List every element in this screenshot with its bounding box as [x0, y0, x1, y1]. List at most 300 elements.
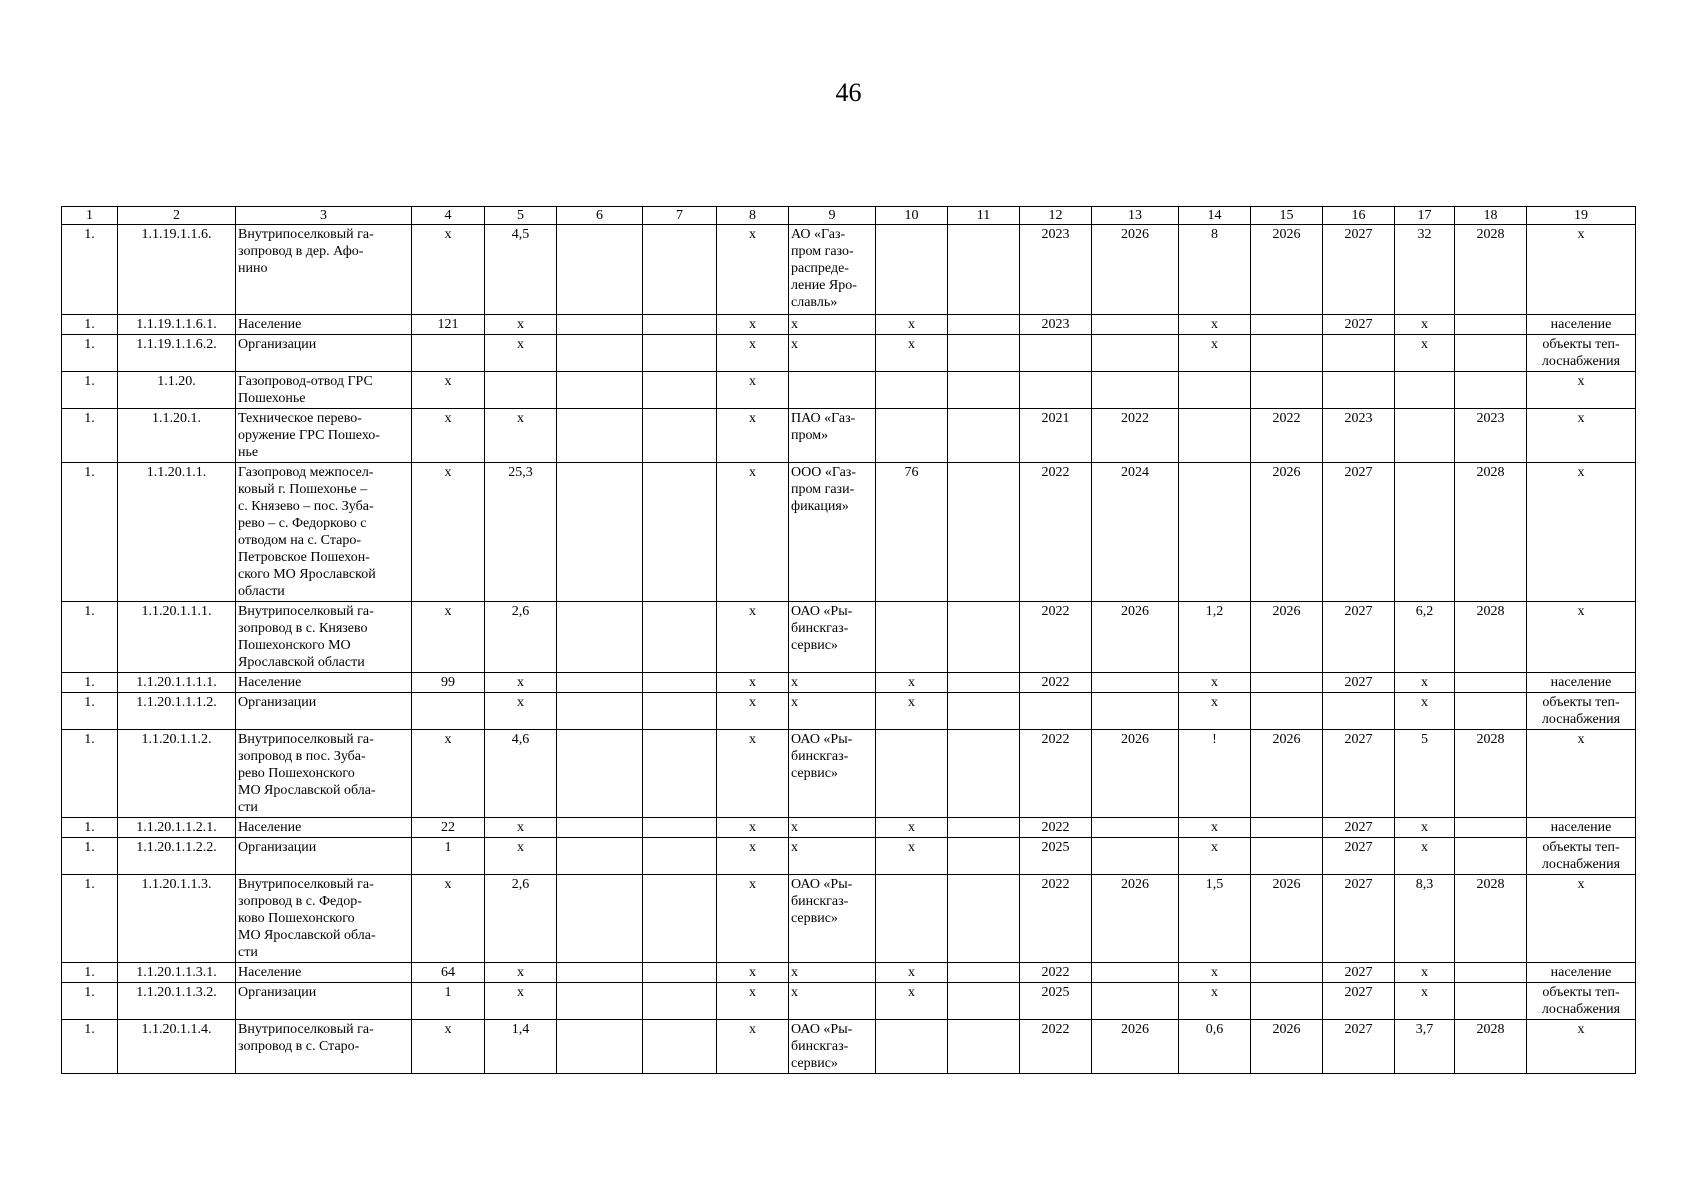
table-cell — [557, 983, 643, 1020]
table-cell: 1.1.20.1.1.2. — [118, 730, 236, 818]
table-cell: 3,7 — [1395, 1020, 1455, 1074]
table-cell: х — [412, 602, 485, 673]
table-cell — [557, 1020, 643, 1074]
table-row — [62, 335, 1636, 372]
table-cell — [412, 693, 485, 730]
table-cell: 2023 — [1020, 225, 1092, 315]
table-cell — [643, 335, 717, 372]
header-cell: 16 — [1323, 207, 1395, 225]
table-cell — [1251, 838, 1323, 875]
header-cell: 4 — [412, 207, 485, 225]
header-cell: 15 — [1251, 207, 1323, 225]
table-cell — [948, 225, 1020, 315]
table-cell: х — [789, 838, 876, 875]
header-cell: 14 — [1179, 207, 1251, 225]
table-cell: х — [717, 1020, 789, 1074]
table-cell: х — [717, 602, 789, 673]
table-cell: 4,5 — [485, 225, 557, 315]
table-cell — [1251, 983, 1323, 1020]
table-cell — [876, 730, 948, 818]
table-cell: Организации — [236, 335, 412, 372]
table-cell — [1251, 818, 1323, 838]
table-cell: 2027 — [1323, 818, 1395, 838]
header-cell: 13 — [1092, 207, 1179, 225]
table-cell: 121 — [412, 315, 485, 335]
header-cell: 11 — [948, 207, 1020, 225]
table-cell — [557, 673, 643, 693]
table-cell: 1.1.20.1.1.1.1. — [118, 673, 236, 693]
table-cell — [948, 409, 1020, 463]
table-cell: 22 — [412, 818, 485, 838]
table-cell: 2021 — [1020, 409, 1092, 463]
table-cell — [557, 875, 643, 963]
header-cell: 6 — [557, 207, 643, 225]
table-cell: 1.1.19.1.1.6. — [118, 225, 236, 315]
table-cell: х — [717, 730, 789, 818]
header-cell: 1 — [62, 207, 118, 225]
table-cell: х — [1395, 818, 1455, 838]
table-cell: х — [412, 372, 485, 409]
table-cell — [557, 963, 643, 983]
table-cell — [643, 818, 717, 838]
table-cell: 1. — [62, 818, 118, 838]
table-cell: 2027 — [1323, 963, 1395, 983]
table-cell: х — [876, 673, 948, 693]
table-cell: х — [876, 315, 948, 335]
table-cell: 1,4 — [485, 1020, 557, 1074]
table-cell: 1. — [62, 463, 118, 602]
table-cell: 2022 — [1020, 1020, 1092, 1074]
table-cell — [1179, 372, 1251, 409]
table-cell: 5 — [1395, 730, 1455, 818]
table-cell: х — [1395, 838, 1455, 875]
table-cell: 2022 — [1092, 409, 1179, 463]
table-cell — [557, 602, 643, 673]
table-cell: х — [412, 875, 485, 963]
table-cell — [643, 838, 717, 875]
table-cell: х — [1179, 335, 1251, 372]
table-cell: х — [717, 673, 789, 693]
table-cell: 2026 — [1251, 463, 1323, 602]
table-cell: 1 — [412, 838, 485, 875]
header-cell: 12 — [1020, 207, 1092, 225]
data-table — [61, 206, 1636, 1074]
table-row — [62, 838, 1636, 875]
table-cell: 1.1.20.1.1. — [118, 463, 236, 602]
table-cell: х — [717, 409, 789, 463]
table-cell: Население — [236, 673, 412, 693]
table-row — [62, 730, 1636, 818]
table-cell: х — [1527, 463, 1636, 602]
table-cell — [557, 730, 643, 818]
table-cell: ПАО «Газ- пром» — [789, 409, 876, 463]
table-cell: 1. — [62, 335, 118, 372]
table-cell: х — [1527, 730, 1636, 818]
table-cell: х — [412, 463, 485, 602]
table-cell: Внутрипоселковый га- зопровод в дер. Афо- нино — [236, 225, 412, 315]
table-cell: 2026 — [1251, 1020, 1323, 1074]
table-cell: 1. — [62, 875, 118, 963]
table-cell — [1455, 983, 1527, 1020]
table-cell: 2027 — [1323, 225, 1395, 315]
table-cell — [1020, 335, 1092, 372]
table-cell: 2022 — [1020, 818, 1092, 838]
table-cell — [643, 693, 717, 730]
table-cell — [1395, 409, 1455, 463]
table-cell: х — [717, 372, 789, 409]
header-cell: 7 — [643, 207, 717, 225]
table-cell — [1251, 693, 1323, 730]
table-cell — [876, 875, 948, 963]
table-cell — [557, 818, 643, 838]
table-cell: 2023 — [1020, 315, 1092, 335]
table-cell: объекты теп- лоснабжения — [1527, 335, 1636, 372]
table-cell: х — [717, 335, 789, 372]
table-cell: Организации — [236, 693, 412, 730]
table-cell — [1251, 315, 1323, 335]
table-cell: Внутрипоселковый га- зопровод в пос. Зуба- рево Пошехонского МО Ярославской обла- сти — [236, 730, 412, 818]
table-cell — [1251, 963, 1323, 983]
table-cell — [1455, 838, 1527, 875]
table-row — [62, 463, 1636, 602]
table-row — [62, 963, 1636, 983]
table-cell — [643, 602, 717, 673]
table-cell — [557, 225, 643, 315]
table-cell — [1455, 963, 1527, 983]
table-cell: х — [1179, 838, 1251, 875]
table-cell: х — [412, 409, 485, 463]
table-cell: х — [1527, 875, 1636, 963]
table-cell: 2028 — [1455, 602, 1527, 673]
table-cell: 0,6 — [1179, 1020, 1251, 1074]
table-cell: х — [1179, 818, 1251, 838]
table-cell — [643, 225, 717, 315]
header-cell: 3 — [236, 207, 412, 225]
header-row — [62, 207, 1636, 225]
table-cell — [948, 602, 1020, 673]
table-cell — [948, 335, 1020, 372]
table-cell: 1.1.20.1.1.1.2. — [118, 693, 236, 730]
table-cell: х — [717, 315, 789, 335]
table-cell: х — [485, 315, 557, 335]
table-row — [62, 225, 1636, 315]
table-cell: х — [485, 963, 557, 983]
table-cell: 1.1.19.1.1.6.1. — [118, 315, 236, 335]
table-cell: х — [1527, 602, 1636, 673]
table-cell: 1. — [62, 225, 118, 315]
table-cell — [643, 463, 717, 602]
table-cell: х — [485, 673, 557, 693]
table-cell — [1455, 673, 1527, 693]
table-cell — [876, 602, 948, 673]
table-cell: 2023 — [1323, 409, 1395, 463]
table-cell: х — [485, 983, 557, 1020]
table-cell: х — [485, 693, 557, 730]
table-cell: х — [1395, 983, 1455, 1020]
table-cell: 2026 — [1092, 730, 1179, 818]
table-cell: 1. — [62, 693, 118, 730]
table-row — [62, 673, 1636, 693]
table-cell — [1455, 335, 1527, 372]
table-cell: 2024 — [1092, 463, 1179, 602]
table-cell: 1. — [62, 372, 118, 409]
table-cell: Внутрипоселковый га- зопровод в с. Старо- — [236, 1020, 412, 1074]
table-cell: Население — [236, 818, 412, 838]
table-cell: 1 — [412, 983, 485, 1020]
table-cell — [948, 818, 1020, 838]
table-cell: население — [1527, 963, 1636, 983]
table-cell: 2022 — [1020, 875, 1092, 963]
table-cell — [1455, 818, 1527, 838]
page-number: 46 — [835, 78, 862, 107]
table-cell — [1092, 983, 1179, 1020]
table-cell: 25,3 — [485, 463, 557, 602]
table-cell: х — [789, 818, 876, 838]
table-cell — [1092, 693, 1179, 730]
header-cell: 8 — [717, 207, 789, 225]
table-cell — [1092, 372, 1179, 409]
table-cell: население — [1527, 818, 1636, 838]
table-cell: 1.1.20.1.1.3.1. — [118, 963, 236, 983]
table-cell: Газопровод-отвод ГРС Пошехонье — [236, 372, 412, 409]
table-cell: 2026 — [1251, 875, 1323, 963]
table-cell: Внутрипоселковый га- зопровод в с. Князево Пошехонского МО Ярославской области — [236, 602, 412, 673]
table-cell: х — [1395, 693, 1455, 730]
table-cell: 1. — [62, 673, 118, 693]
table-cell — [643, 983, 717, 1020]
table-cell: 2022 — [1020, 963, 1092, 983]
table-cell: х — [876, 963, 948, 983]
table-body — [62, 207, 1636, 1074]
table-cell: х — [789, 693, 876, 730]
table-cell — [876, 372, 948, 409]
table-cell — [643, 409, 717, 463]
table-cell: Техническое перево- оружение ГРС Пошехо- нье — [236, 409, 412, 463]
table-cell — [557, 335, 643, 372]
header-cell: 9 — [789, 207, 876, 225]
table-cell — [1092, 335, 1179, 372]
table-cell: 2026 — [1092, 1020, 1179, 1074]
header-cell: 10 — [876, 207, 948, 225]
table-cell — [643, 673, 717, 693]
table-cell: 2027 — [1323, 730, 1395, 818]
table-cell — [1179, 463, 1251, 602]
table-cell — [948, 673, 1020, 693]
table-cell: х — [1527, 409, 1636, 463]
table-row — [62, 693, 1636, 730]
table-cell: 1. — [62, 730, 118, 818]
table-cell — [948, 730, 1020, 818]
table-cell — [1455, 315, 1527, 335]
table-cell — [1395, 372, 1455, 409]
table-cell: 2027 — [1323, 463, 1395, 602]
table-cell: объекты теп- лоснабжения — [1527, 693, 1636, 730]
table-cell: х — [1527, 1020, 1636, 1074]
table-cell — [789, 372, 876, 409]
table-row — [62, 1020, 1636, 1074]
table-cell: х — [1395, 315, 1455, 335]
table-cell: х — [789, 315, 876, 335]
table-cell: 2026 — [1251, 730, 1323, 818]
table-cell: 2025 — [1020, 983, 1092, 1020]
table-cell — [948, 1020, 1020, 1074]
table-cell: Население — [236, 963, 412, 983]
table-cell — [643, 875, 717, 963]
table-cell: 2028 — [1455, 463, 1527, 602]
table-cell: 1.1.20.1. — [118, 409, 236, 463]
table-row — [62, 875, 1636, 963]
table-cell: 2,6 — [485, 875, 557, 963]
table-cell: х — [1527, 372, 1636, 409]
table-cell: 8 — [1179, 225, 1251, 315]
table-row — [62, 602, 1636, 673]
table-cell — [643, 372, 717, 409]
table-cell — [948, 983, 1020, 1020]
table-cell: 76 — [876, 463, 948, 602]
table-cell — [948, 693, 1020, 730]
header-cell: 2 — [118, 207, 236, 225]
table-cell — [643, 730, 717, 818]
table-cell: 2026 — [1251, 225, 1323, 315]
table-cell: объекты теп- лоснабжения — [1527, 983, 1636, 1020]
table-cell: 1. — [62, 409, 118, 463]
table-cell: 1.1.20.1.1.2.2. — [118, 838, 236, 875]
table-cell: 1.1.20. — [118, 372, 236, 409]
table-cell — [1092, 963, 1179, 983]
table-cell: х — [789, 673, 876, 693]
table-cell: х — [717, 983, 789, 1020]
table-cell: 1.1.20.1.1.3. — [118, 875, 236, 963]
table-cell: 1. — [62, 963, 118, 983]
table-cell: 2025 — [1020, 838, 1092, 875]
table-cell: 2027 — [1323, 673, 1395, 693]
table-cell: 2028 — [1455, 730, 1527, 818]
table-cell: Организации — [236, 983, 412, 1020]
table-cell: Газопровод межпосел- ковый г. Пошехонье – с. Князево – пос. Зуба- рево – с. Федорково с отводом на с. Старо- Петровское Пошехон- ского МО Ярославской области — [236, 463, 412, 602]
table-cell: 1.1.20.1.1.3.2. — [118, 983, 236, 1020]
table-cell — [643, 315, 717, 335]
table-cell: х — [485, 818, 557, 838]
table-cell: х — [789, 983, 876, 1020]
table-cell — [1323, 372, 1395, 409]
table-cell: х — [1395, 335, 1455, 372]
table-cell: х — [789, 335, 876, 372]
table-cell: Население — [236, 315, 412, 335]
table-cell: 4,6 — [485, 730, 557, 818]
table-cell: х — [876, 693, 948, 730]
table-cell: х — [485, 409, 557, 463]
table-cell: 6,2 — [1395, 602, 1455, 673]
table-cell: 2027 — [1323, 315, 1395, 335]
table-cell: х — [1395, 673, 1455, 693]
table-cell: ОАО «Ры- бинскгаз- сервис» — [789, 875, 876, 963]
table-cell: х — [1527, 225, 1636, 315]
table-cell: 2026 — [1092, 225, 1179, 315]
table-cell: х — [1395, 963, 1455, 983]
table-cell: 32 — [1395, 225, 1455, 315]
table-cell: 2,6 — [485, 602, 557, 673]
table-cell — [557, 693, 643, 730]
table-cell — [557, 409, 643, 463]
table-cell: 99 — [412, 673, 485, 693]
table-cell: 2028 — [1455, 875, 1527, 963]
table-cell: х — [717, 225, 789, 315]
table-cell: 2026 — [1092, 875, 1179, 963]
table-cell: 64 — [412, 963, 485, 983]
table-cell: х — [1179, 963, 1251, 983]
table-cell: 2026 — [1092, 602, 1179, 673]
table-cell: население — [1527, 315, 1636, 335]
table-cell: х — [1179, 673, 1251, 693]
table-cell: х — [1179, 983, 1251, 1020]
table-cell — [557, 372, 643, 409]
header-cell: 18 — [1455, 207, 1527, 225]
table-cell — [485, 372, 557, 409]
header-cell: 5 — [485, 207, 557, 225]
table-cell: 1.1.20.1.1.4. — [118, 1020, 236, 1074]
table-cell — [412, 335, 485, 372]
table-cell: х — [1179, 693, 1251, 730]
table-cell: х — [412, 730, 485, 818]
table-cell — [1092, 838, 1179, 875]
table-cell: ООО «Газ- пром гази- фикация» — [789, 463, 876, 602]
header-cell: 19 — [1527, 207, 1636, 225]
table-cell: х — [485, 335, 557, 372]
table-cell — [876, 409, 948, 463]
table-cell: х — [876, 335, 948, 372]
table-cell: 1. — [62, 1020, 118, 1074]
header-cell: 17 — [1395, 207, 1455, 225]
table-cell: х — [717, 818, 789, 838]
table-cell — [1251, 335, 1323, 372]
table-cell: 1. — [62, 315, 118, 335]
table-cell — [1251, 372, 1323, 409]
table-cell: 2026 — [1251, 602, 1323, 673]
table-cell: 1. — [62, 838, 118, 875]
table-cell — [1455, 372, 1527, 409]
table-cell: 2022 — [1020, 730, 1092, 818]
table-cell: Организации — [236, 838, 412, 875]
table-cell — [1092, 673, 1179, 693]
table-row — [62, 983, 1636, 1020]
table-cell: 1. — [62, 602, 118, 673]
table-cell — [1092, 315, 1179, 335]
table-row — [62, 818, 1636, 838]
table-cell: х — [485, 838, 557, 875]
table-cell — [1020, 693, 1092, 730]
table-cell — [948, 963, 1020, 983]
table-cell — [948, 838, 1020, 875]
table-cell: 2027 — [1323, 1020, 1395, 1074]
table-cell: 2027 — [1323, 838, 1395, 875]
table-cell — [876, 225, 948, 315]
table-cell: х — [876, 838, 948, 875]
table-cell: х — [412, 225, 485, 315]
table-cell: 2027 — [1323, 875, 1395, 963]
table-cell: 1.1.20.1.1.2.1. — [118, 818, 236, 838]
table-cell: 1.1.20.1.1.1. — [118, 602, 236, 673]
table-cell: 2023 — [1455, 409, 1527, 463]
table-row — [62, 372, 1636, 409]
table-cell — [1179, 409, 1251, 463]
table-row — [62, 315, 1636, 335]
table-cell — [1395, 463, 1455, 602]
table-cell: население — [1527, 673, 1636, 693]
table-cell: 8,3 — [1395, 875, 1455, 963]
table-cell: х — [717, 963, 789, 983]
table-cell — [1455, 693, 1527, 730]
table-cell — [876, 1020, 948, 1074]
